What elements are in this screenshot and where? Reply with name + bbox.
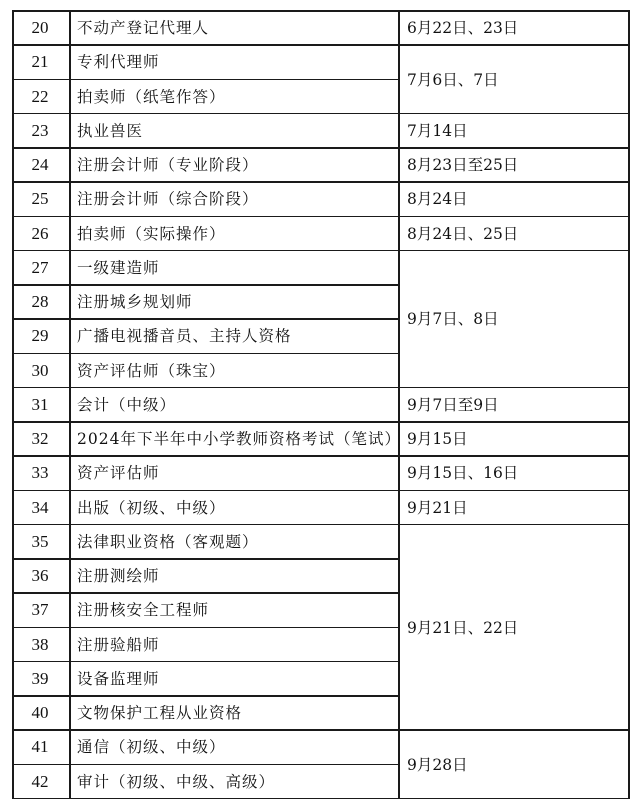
row-number: 20	[31, 18, 49, 38]
exam-name: 注册会计师（专业阶段）	[77, 156, 259, 175]
row-number: 26	[31, 223, 49, 243]
date-border	[398, 113, 629, 115]
exam-name: 会计（中级）	[77, 395, 177, 414]
exam-name: 注册测绘师	[77, 567, 160, 586]
date-border	[398, 250, 629, 252]
row-number: 42	[31, 771, 49, 791]
row-number: 24	[31, 155, 49, 175]
date-border	[398, 421, 629, 423]
exam-name: 设备监理师	[77, 669, 160, 688]
column-border	[398, 10, 400, 799]
exam-name: 不动产登记代理人	[77, 19, 210, 38]
exam-name: 注册城乡规划师	[77, 293, 193, 312]
row-number: 41	[31, 737, 49, 757]
row-number: 22	[31, 86, 49, 106]
exam-date: 8月24日	[407, 190, 468, 209]
exam-name: 注册会计师（综合阶段）	[77, 190, 259, 209]
exam-date: 7月14日	[407, 121, 468, 140]
exam-name: 执业兽医	[77, 121, 144, 140]
row-number: 37	[31, 600, 49, 620]
exam-name: 通信（初级、中级）	[77, 738, 226, 757]
exam-date: 9月21日、22日	[407, 618, 519, 637]
row-number: 27	[31, 257, 49, 277]
exam-name: 广播电视播音员、主持人资格	[77, 327, 292, 346]
row-number: 23	[31, 120, 49, 140]
row-number: 39	[31, 668, 49, 688]
date-border	[398, 798, 629, 800]
row-number: 31	[31, 394, 49, 414]
exam-name: 资产评估师	[77, 464, 160, 483]
exam-name: 专利代理师	[77, 53, 160, 72]
row-number: 33	[31, 463, 49, 483]
exam-name: 2024年下半年中小学教师资格考试（笔试）	[77, 430, 401, 449]
date-border	[398, 729, 629, 731]
exam-name: 资产评估师（珠宝）	[77, 361, 226, 380]
exam-date: 7月6日、7日	[407, 70, 499, 89]
row-number: 32	[31, 429, 49, 449]
exam-date: 6月22日、23日	[407, 19, 519, 38]
exam-name: 注册验船师	[77, 635, 160, 654]
date-border	[398, 490, 629, 492]
row-number: 34	[31, 497, 49, 517]
row-number: 40	[31, 703, 49, 723]
exam-name: 文物保护工程从业资格	[77, 704, 243, 723]
exam-date: 9月21日	[407, 498, 468, 517]
exam-name: 审计（初级、中级、高级）	[77, 772, 276, 791]
row-number: 36	[31, 566, 49, 586]
exam-date: 9月15日	[407, 430, 468, 449]
exam-date: 9月7日、8日	[407, 310, 499, 329]
row-number: 25	[31, 189, 49, 209]
row-number: 21	[31, 52, 49, 72]
date-border	[398, 524, 629, 526]
column-border	[628, 10, 630, 799]
exam-name: 法律职业资格（客观题）	[77, 532, 259, 551]
date-border	[398, 216, 629, 218]
exam-name: 拍卖师（实际操作）	[77, 224, 226, 243]
exam-date: 8月24日、25日	[407, 224, 519, 243]
date-border	[398, 44, 629, 46]
date-border	[398, 147, 629, 149]
exam-name: 出版（初级、中级）	[77, 498, 226, 517]
exam-name: 拍卖师（纸笔作答）	[77, 87, 226, 106]
column-border	[69, 10, 71, 799]
exam-name: 一级建造师	[77, 258, 160, 277]
row-number: 35	[31, 531, 49, 551]
row-number: 30	[31, 360, 49, 380]
row-number: 28	[31, 292, 49, 312]
exam-date: 9月15日、16日	[407, 464, 519, 483]
date-border	[398, 181, 629, 183]
exam-date: 9月28日	[407, 755, 468, 774]
row-number: 29	[31, 326, 49, 346]
exam-date: 9月7日至9日	[407, 395, 499, 414]
exam-date: 8月23日至25日	[407, 156, 519, 175]
exam-name: 注册核安全工程师	[77, 601, 210, 620]
date-border	[398, 455, 629, 457]
date-border	[398, 10, 629, 12]
date-border	[398, 387, 629, 389]
row-number: 38	[31, 634, 49, 654]
